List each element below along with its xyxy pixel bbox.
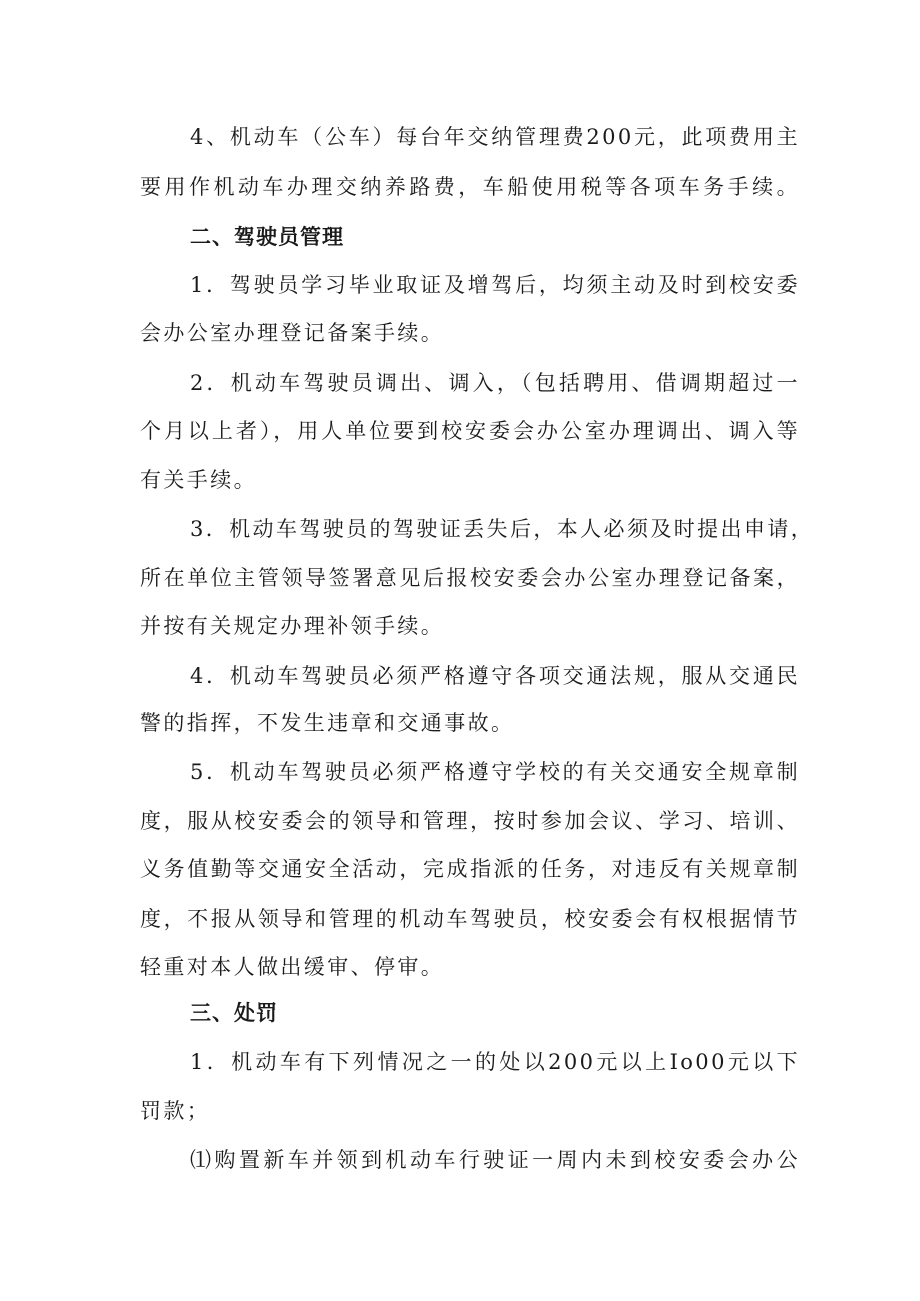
driver-item-5-line-3: 义务值勤等交通安全活动，完成指派的任务，对违反有关规章制	[140, 857, 800, 881]
penalty-item-1-line-2: 罚款；	[140, 1099, 211, 1123]
driver-item-3-line-1: 3．机动车驾驶员的驾驶证丢失后，本人必须及时提出申请，	[190, 517, 815, 541]
penalty-sub-1-line-1: ⑴购置新车并领到机动车行驶证一周内未到校安委会办公	[190, 1148, 800, 1172]
driver-item-5-line-5: 轻重对本人做出缓审、停审。	[140, 955, 445, 979]
driver-item-5-line-4: 度，不报从领导和管理的机动车驾驶员，校安委会有权根据情节	[140, 907, 800, 931]
section-three-heading: 三、处罚	[190, 1001, 278, 1025]
driver-item-2-line-2: 个月以上者），用人单位要到校安委会办公室办理调出、调入等	[140, 419, 800, 443]
driver-item-2-line-3: 有关手续。	[140, 468, 257, 492]
driver-item-5-line-1: 5．机动车驾驶员必须严格遵守学校的有关交通安全规章制	[190, 760, 800, 784]
driver-item-1-line-2: 会办公室办理登记备案手续。	[140, 321, 445, 345]
section-two-heading: 二、驾驶员管理	[190, 225, 344, 249]
para-vehicle-fee-line-2: 要用作机动车办理交纳养路费，车船使用税等各项车务手续。	[140, 175, 800, 199]
driver-item-2-line-1: 2．机动车驾驶员调出、调入，（包括聘用、借调期超过一	[190, 371, 800, 395]
driver-item-5-line-2: 度，服从校安委会的领导和管理，按时参加会议、学习、培训、	[140, 809, 800, 833]
para-vehicle-fee-line-1: 4、机动车（公车）每台年交纳管理费200元，此项费用主	[190, 125, 800, 149]
driver-item-3-line-3: 并按有关规定办理补领手续。	[140, 614, 445, 638]
driver-item-3-line-2: 所在单位主管领导签署意见后报校安委会办公室办理登记备案，	[140, 566, 800, 590]
driver-item-1-line-1: 1．驾驶员学习毕业取证及增驾后，均须主动及时到校安委	[190, 273, 800, 297]
driver-item-4-line-1: 4．机动车驾驶员必须严格遵守各项交通法规，服从交通民	[190, 664, 800, 688]
driver-item-4-line-2: 警的指挥，不发生违章和交通事故。	[140, 711, 515, 735]
penalty-item-1-line-1: 1．机动车有下列情况之一的处以200元以上Io00元以下	[190, 1050, 800, 1074]
